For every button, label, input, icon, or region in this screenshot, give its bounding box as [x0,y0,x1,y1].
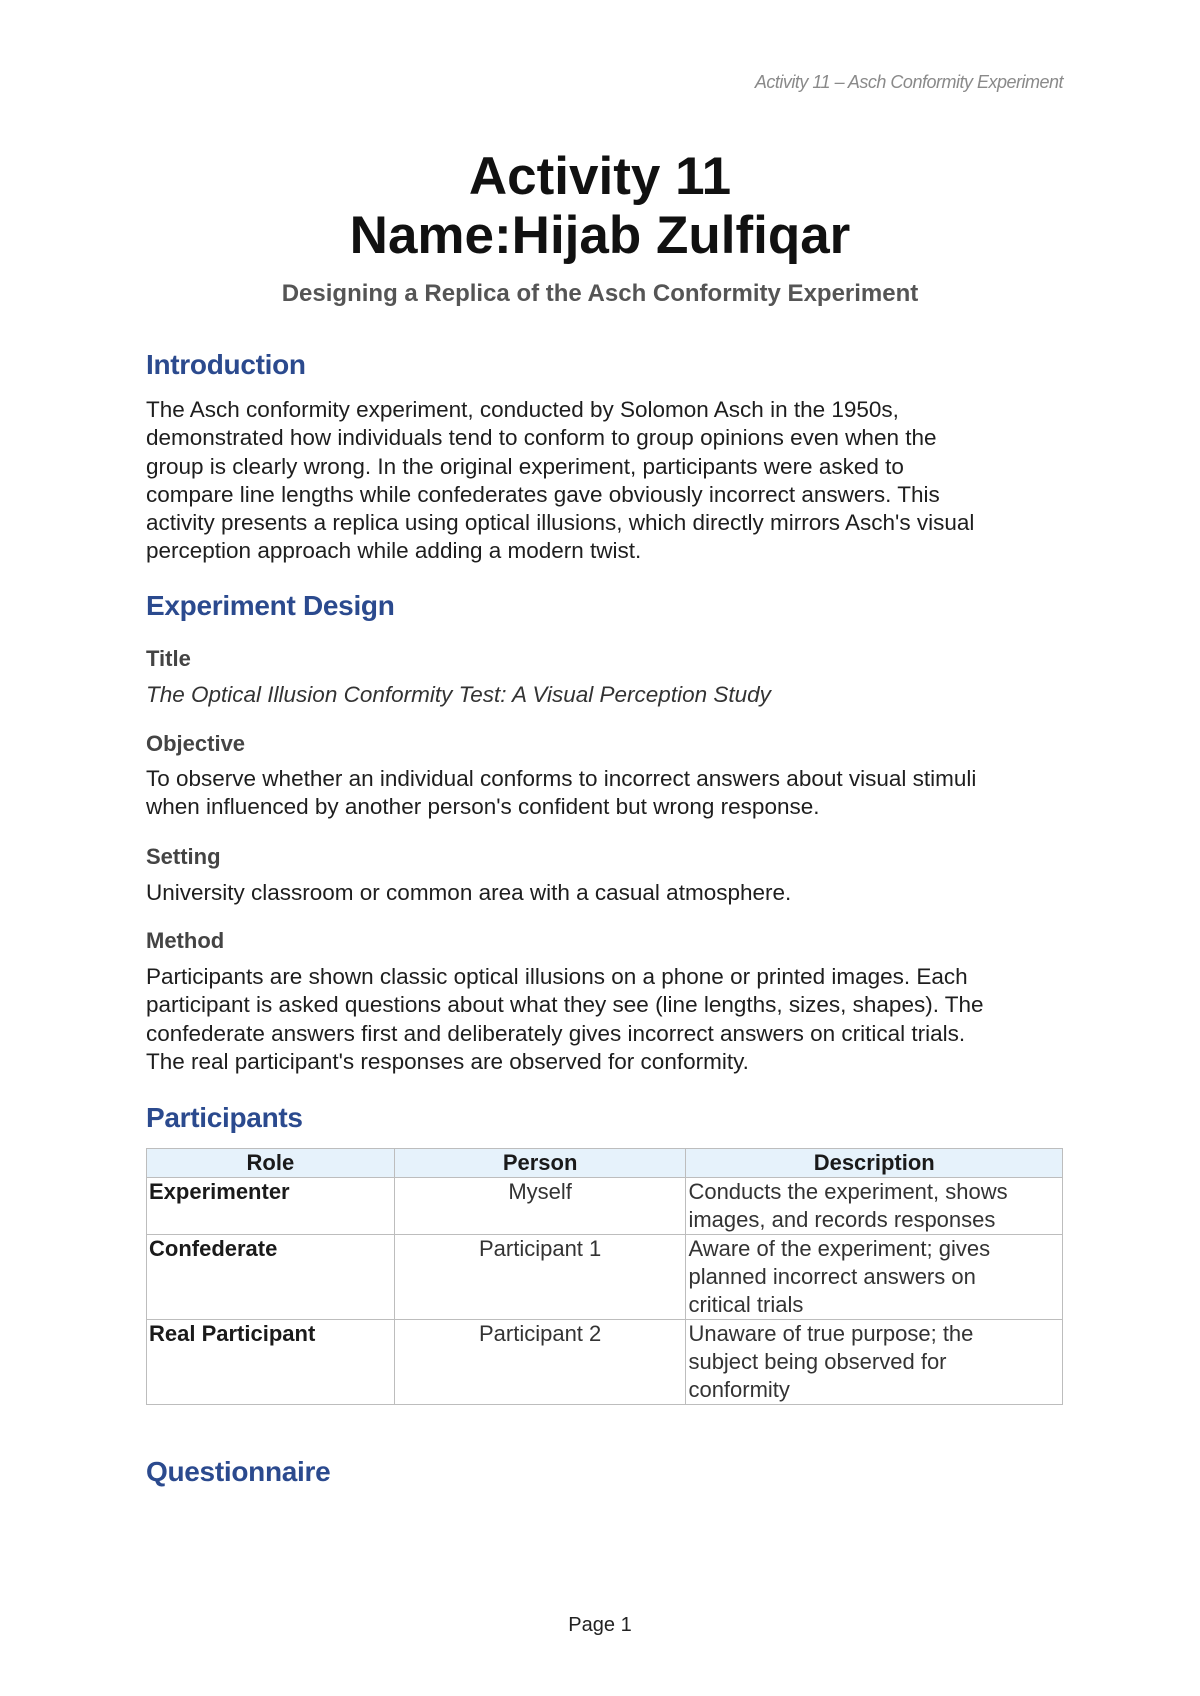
running-header: Activity 11 – Asch Conformity Experiment [754,72,1063,92]
text-line: activity presents a replica using optical illusions, which directly mirrors Asch's visual [146,510,975,536]
text-line: confederate answers first and deliberately gives incorrect answers on critical trials. [146,1020,966,1046]
cell-description [686,1320,1063,1405]
column-header-role: Role [147,1149,395,1178]
participants-table [146,1148,1063,1405]
introduction-paragraph [146,396,1066,566]
text-line: Aware of the experiment; gives [688,1236,991,1261]
text-line: critical trials [688,1292,804,1317]
text-line: The real participant's responses are observed for conformity. [146,1048,749,1074]
label-objective: Objective [146,731,246,756]
heading-experiment-design: Experiment Design [146,590,395,621]
text-line: compare line lengths while confederates gave obviously incorrect answers. This [146,481,940,507]
objective-paragraph [146,765,1066,822]
text-line: conformity [688,1377,790,1402]
column-header-person: Person [394,1149,686,1178]
cell-role: Experimenter [147,1178,395,1235]
table-row [147,1320,1063,1405]
document-subtitle: Designing a Replica of the Asch Conformity Experiment [281,280,919,307]
text-line: The Asch conformity experiment, conducted by Solomon Asch in the 1950s, [146,397,899,422]
cell-person: Myself [394,1178,686,1235]
method-paragraph [146,963,1066,1076]
table-row [147,1178,1063,1235]
setting-paragraph [146,879,1066,907]
label-method: Method [146,928,225,953]
text-line: demonstrated how individuals tend to conform to group opinions even when the [146,425,937,451]
cell-person: Participant 1 [394,1235,686,1320]
label-title: Title [146,646,191,671]
table-header-row [147,1149,1063,1178]
table-row [147,1235,1063,1320]
cell-description [686,1235,1063,1320]
text-line: perception approach while adding a modern twist. [146,538,642,564]
text-line: planned incorrect answers on [688,1264,976,1289]
text-line: Unaware of true purpose; the [688,1321,974,1346]
text-line: Participants are shown classic optical illusions on a phone or printed images. Each [146,964,968,989]
text-line: group is clearly wrong. In the original experiment, participants were asked to [146,453,904,479]
text-line: subject being observed for [688,1349,947,1374]
document-title: Activity 11 [468,147,732,206]
text-line: To observe whether an individual conforms to incorrect answers about visual stimuli [146,766,977,791]
text-line: images, and records responses [688,1207,996,1232]
text-line: when influenced by another person's confident but wrong response. [146,794,820,820]
page-number: Page 1 [568,1614,632,1636]
heading-participants: Participants [146,1102,303,1133]
label-setting: Setting [146,844,221,869]
column-header-description: Description [686,1149,1063,1178]
heading-questionnaire: Questionnaire [146,1456,331,1487]
text-line: University classroom or common area with a casual atmosphere. [146,880,792,905]
heading-introduction: Introduction [146,349,306,380]
experiment-title: The Optical Illusion Conformity Test: A Visual Perception Study [146,682,771,707]
author-name: Name:Hijab Zulfiqar [349,206,851,265]
text-line: Conducts the experiment, shows [688,1179,1008,1204]
cell-person: Participant 2 [394,1320,686,1405]
text-line: participant is asked questions about what they see (line lengths, sizes, shapes). The [146,992,984,1018]
cell-description [686,1178,1063,1235]
cell-role: Real Participant [147,1320,395,1405]
cell-role: Confederate [147,1235,395,1320]
